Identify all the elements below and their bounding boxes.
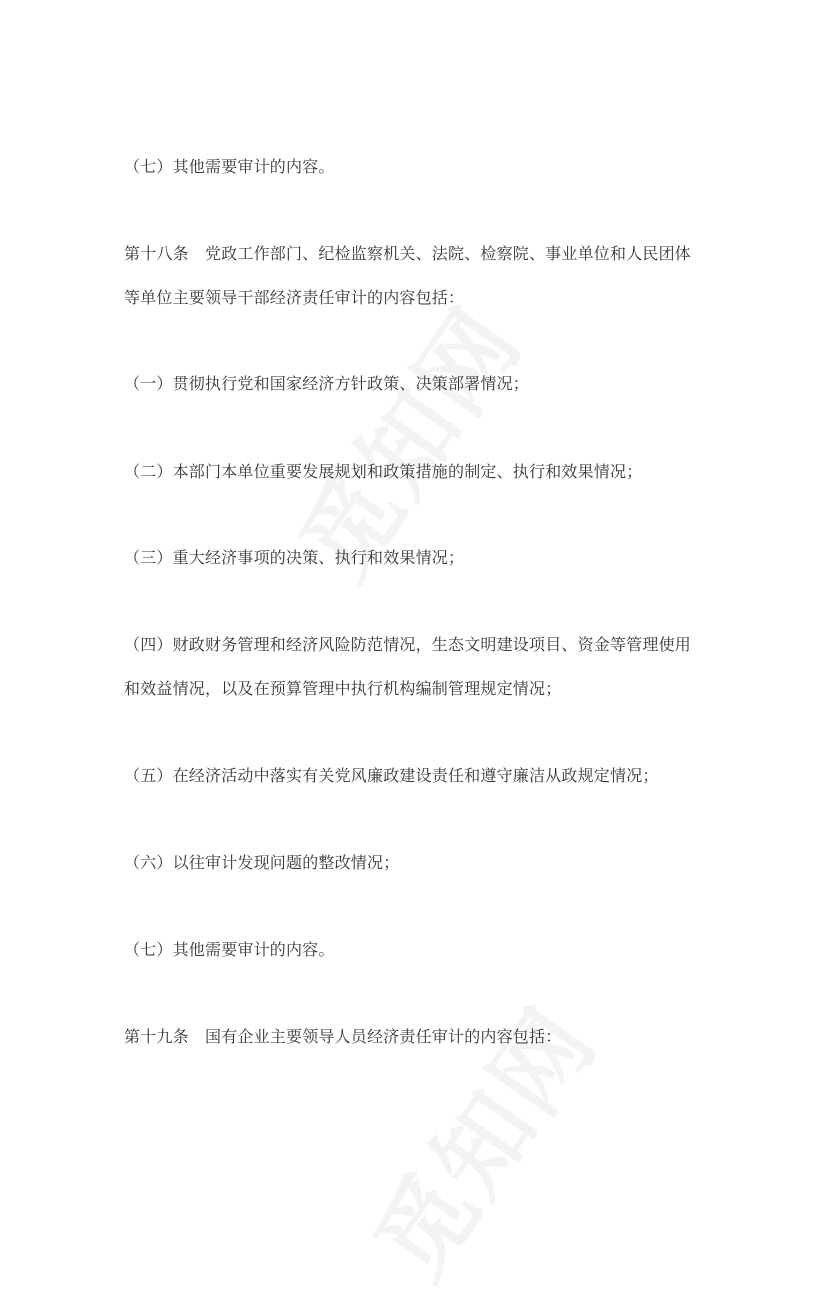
- article-heading-line: 第十九条 国有企业主要领导人员经济责任审计的内容包括：: [124, 1027, 562, 1046]
- paragraph-line: （二）本部门本单位重要发展规划和政策措施的制定、执行和效果情况；: [124, 462, 643, 481]
- paragraph-line: （七）其他需要审计的内容。: [124, 157, 335, 176]
- paragraph-line: （五）在经济活动中落实有关党风廉政建设责任和遵守廉洁从政规定情况；: [124, 766, 659, 785]
- paragraph-line: （一）贯彻执行党和国家经济方针政策、决策部署情况；: [124, 374, 530, 393]
- paragraph-line: （三）重大经济事项的决策、执行和效果情况；: [124, 548, 465, 567]
- paragraph-line: 等单位主要领导干部经济责任审计的内容包括：: [124, 288, 465, 307]
- paragraph-line: （六）以往审计发现问题的整改情况；: [124, 853, 400, 872]
- watermark: [338, 976, 622, 1300]
- paragraph-line: （七）其他需要审计的内容。: [124, 940, 335, 959]
- paragraph-line: 和效益情况，以及在预算管理中执行机构编制管理规定情况；: [124, 679, 562, 698]
- article-heading-line: 第十八条 党政工作部门、纪检监察机关、法院、检察院、事业单位和人民团体: [124, 244, 692, 263]
- paragraph-line: （四）财政财务管理和经济风险防范情况，生态文明建设项目、资金等管理使用: [124, 635, 692, 654]
